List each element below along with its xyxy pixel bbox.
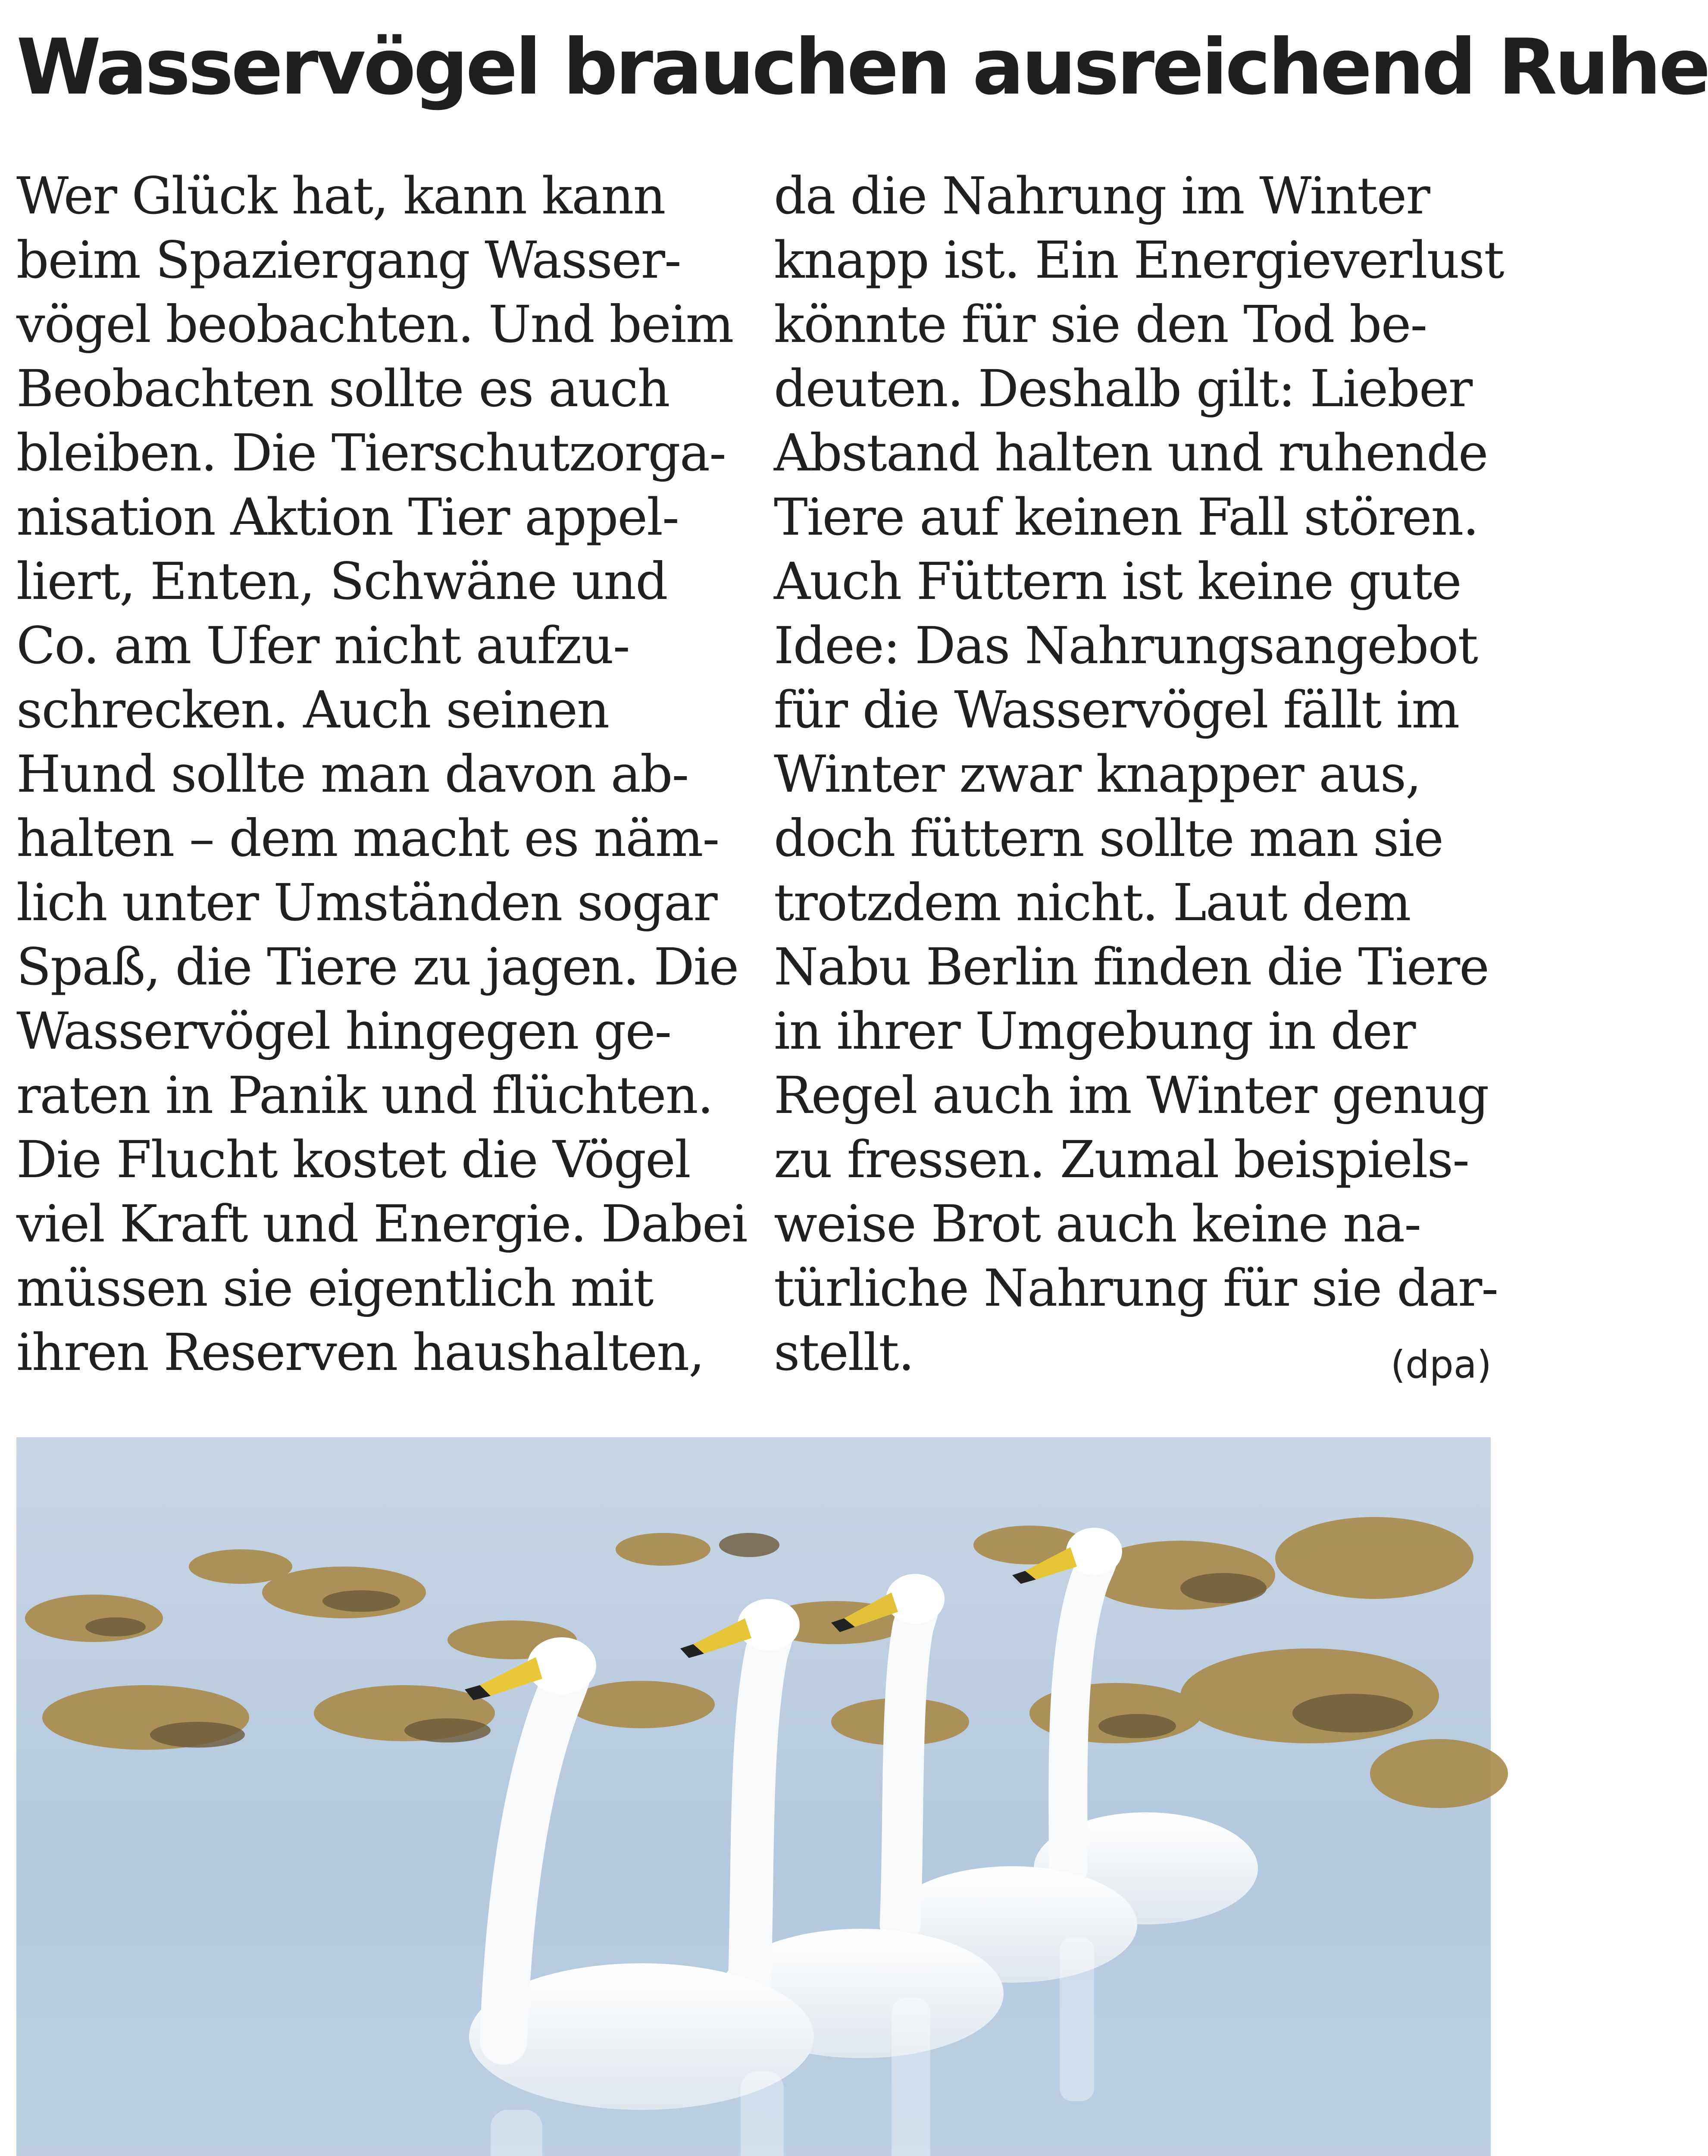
text-line: halten – dem macht es näm- [16, 808, 719, 868]
text-line: Die Flucht kostet die Vögel [16, 1130, 690, 1189]
text-line: liert, Enten, Schwäne und [16, 552, 667, 611]
text-line: bleiben. Die Tierschutzorga- [16, 423, 726, 483]
swan-photo [16, 1437, 1491, 2156]
text-line: trotzdem nicht. Laut dem [774, 873, 1411, 932]
text-line: Wer Glück hat, kann kann [16, 166, 665, 226]
text-line: Hund sollte man davon ab- [16, 744, 688, 804]
source-credit: (dpa) [1390, 1342, 1492, 1387]
text-line: vögel beobachten. Und beim [16, 295, 733, 354]
text-line: könnte für sie den Tod be- [774, 295, 1427, 354]
text-line: beim Spaziergang Wasser- [16, 230, 681, 290]
text-line: für die Wasservögel fällt im [774, 680, 1459, 740]
text-line: da die Nahrung im Winter [774, 166, 1430, 226]
text-line: Auch Füttern ist keine gute [774, 552, 1461, 611]
text-line: in ihrer Umgebung in der [774, 1001, 1415, 1061]
text-line: weise Brot auch keine na- [774, 1194, 1421, 1253]
text-line: nisation Aktion Tier appel- [16, 487, 679, 547]
text-line: müssen sie eigentlich mit [16, 1258, 653, 1318]
text-line: Winter zwar knapper aus, [774, 744, 1421, 804]
text-line: Co. am Ufer nicht aufzu- [16, 616, 629, 675]
article-column-right [774, 164, 1504, 1385]
text-line: knapp ist. Ein Energieverlust [774, 230, 1504, 290]
text-line: viel Kraft und Energie. Dabei [16, 1194, 747, 1253]
text-line: Beobachten sollte es auch [16, 359, 669, 418]
text-line: doch füttern sollte man sie [774, 808, 1443, 868]
text-line: Tiere auf keinen Fall stören. [774, 487, 1478, 547]
headline: Wasservögel brauchen ausreichend Ruhe [16, 22, 1708, 112]
text-line: raten in Panik und flüchten. [16, 1065, 713, 1125]
text-line: lich unter Umständen sogar [16, 873, 717, 932]
text-line: deuten. Deshalb gilt: Lieber [774, 359, 1472, 418]
text-line: Wasservögel hingegen ge- [16, 1001, 671, 1061]
text-line: stellt. [774, 1322, 914, 1382]
text-line: Nabu Berlin finden die Tiere [774, 937, 1489, 997]
text-line: Idee: Das Nahrungsangebot [774, 616, 1477, 675]
text-line: Spaß, die Tiere zu jagen. Die [16, 937, 738, 997]
text-line: zu fressen. Zumal beispiels- [774, 1130, 1469, 1189]
article-column-left [16, 164, 749, 1385]
text-line: Abstand halten und ruhende [774, 423, 1488, 483]
text-line: ihren Reserven haushalten, [16, 1322, 704, 1382]
text-line: schrecken. Auch seinen [16, 680, 609, 740]
text-line: Regel auch im Winter genug [774, 1065, 1489, 1125]
text-line: türliche Nahrung für sie dar- [774, 1258, 1498, 1318]
